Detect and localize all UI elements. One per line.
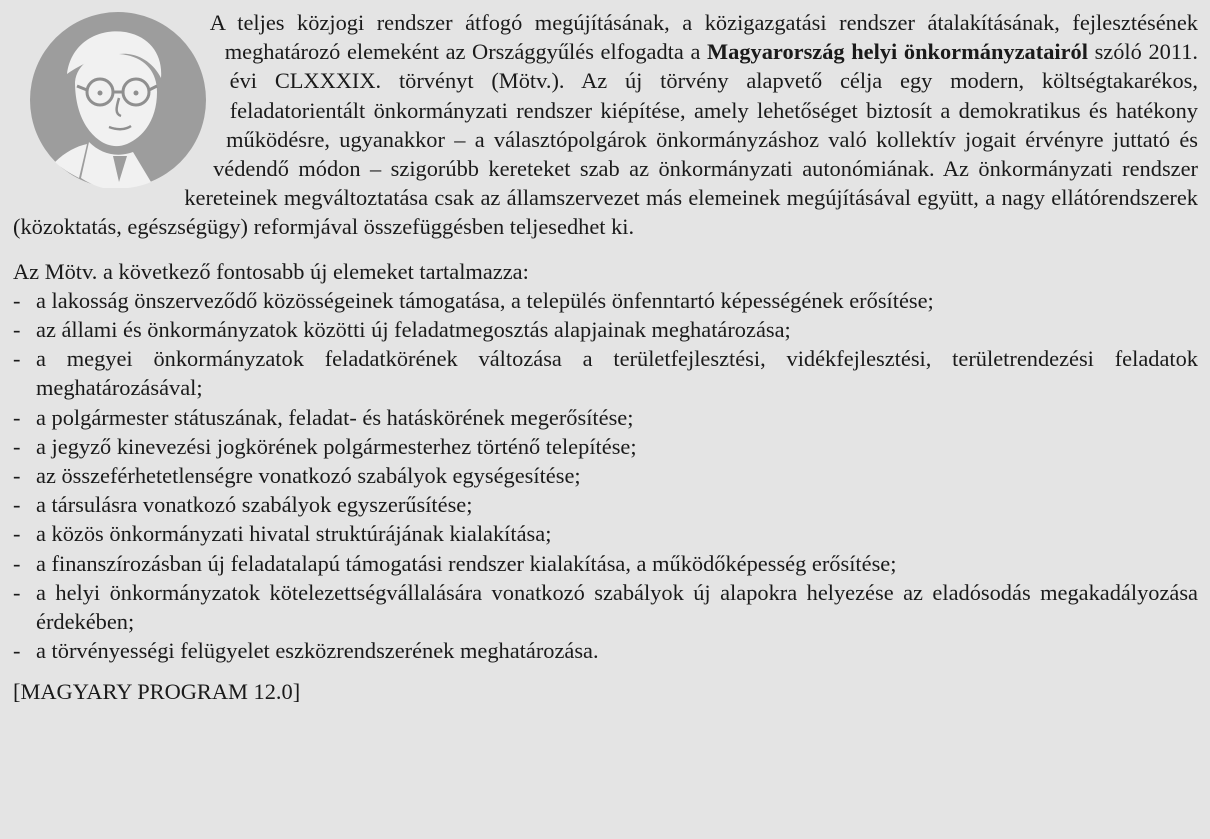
list-item-text: a helyi önkormányzatok kötelezettségvállalására vonatkozó szabályok új alapokra helyezése az eladósodás megakadályozása érdekében; xyxy=(36,579,1198,635)
intro-text-bold: Magyarország helyi önkormányzatairól xyxy=(707,39,1088,65)
bullet-dash: - xyxy=(13,521,21,547)
feature-list xyxy=(13,286,1198,666)
bullet-dash: - xyxy=(13,346,21,372)
intro-text-part2: szóló 2011. évi CLXXXIX. törvényt (Mötv.). Az új törvény alapvető célja egy modern, költségtakarékos, feladatorientált önkormányzati rendszer kiépítése, amely lehetőséget biztosít a demokratikus és hatékony működésre, ugyanakkor – a választópolgárok önkormányzáshoz való kollektív jogait érvényre juttató és védendő módon – szigorúbb kereteket szab az önkormányzati autonómiának. Az önkormányzati rendszer kereteinek megváltoztatása csak az államszervezet más elemeinek megújításával együtt, a nagy ellátórendszerek (közoktatás, egészségügy) reformjával összefüggésben teljesedhet ki. xyxy=(13,39,1198,240)
list-item xyxy=(13,636,1198,665)
bullet-dash: - xyxy=(13,404,21,430)
list-item xyxy=(13,315,1198,344)
portrait-image xyxy=(15,12,229,188)
list-item xyxy=(13,403,1198,432)
list-item-text: a polgármester státuszának, feladat- és hatáskörének megerősítése; xyxy=(36,404,634,430)
list-item xyxy=(13,432,1198,461)
list-item xyxy=(13,549,1198,578)
bullet-dash: - xyxy=(13,287,21,313)
list-item xyxy=(13,286,1198,315)
list-intro: Az Mötv. a következő fontosabb új elemeket tartalmazza: xyxy=(13,258,529,284)
bullet-dash: - xyxy=(13,638,21,664)
list-item-text: a finanszírozásban új feladatalapú támogatási rendszer kialakítása, a működőképesség erősítése; xyxy=(36,550,897,576)
list-item-text: a megyei önkormányzatok feladatkörének változása a területfejlesztési, vidékfejlesztési, területrendezési feladatok meghatározásával; xyxy=(36,346,1198,401)
list-item-text: az állami és önkormányzatok közötti új feladatmegosztás alapjainak meghatározása; xyxy=(36,317,791,343)
bullet-dash: - xyxy=(13,579,21,605)
list-item xyxy=(13,490,1198,519)
list-item-text: a lakosság önszerveződő közösségeinek támogatása, a település önfenntartó képességének erősítése; xyxy=(36,287,934,313)
portrait-medallion xyxy=(15,12,229,188)
bullet-dash: - xyxy=(13,463,21,489)
list-item-text: az összeférhetetlenségre vonatkozó szabályok egységesítése; xyxy=(36,463,581,489)
bullet-dash: - xyxy=(13,317,21,343)
bullet-dash: - xyxy=(13,550,21,576)
list-item-text: a törvényességi felügyelet eszközrendszerének meghatározása. xyxy=(36,638,599,664)
list-item-text: a társulásra vonatkozó szabályok egyszerűsítése; xyxy=(36,492,473,518)
list-item-text: a közös önkormányzati hivatal struktúrájának kialakítása; xyxy=(36,521,552,547)
bullet-dash: - xyxy=(13,433,21,459)
intro-text-part1: A teljes közjogi rendszer átfogó megújításának, a közigazgatási rendszer átalakításának, fejlesztésének meghatározó elemeként az Országgyűlés elfogadta a xyxy=(209,10,1198,65)
list-item-text: a jegyző kinevezési jogkörének polgármesterhez történő telepítése; xyxy=(36,433,637,459)
bullet-dash: - xyxy=(13,492,21,518)
list-item xyxy=(13,461,1198,490)
list-item xyxy=(13,578,1198,636)
list-item xyxy=(13,519,1198,548)
list-item xyxy=(13,344,1198,402)
source-citation: [MAGYARY PROGRAM 12.0] xyxy=(13,679,301,705)
